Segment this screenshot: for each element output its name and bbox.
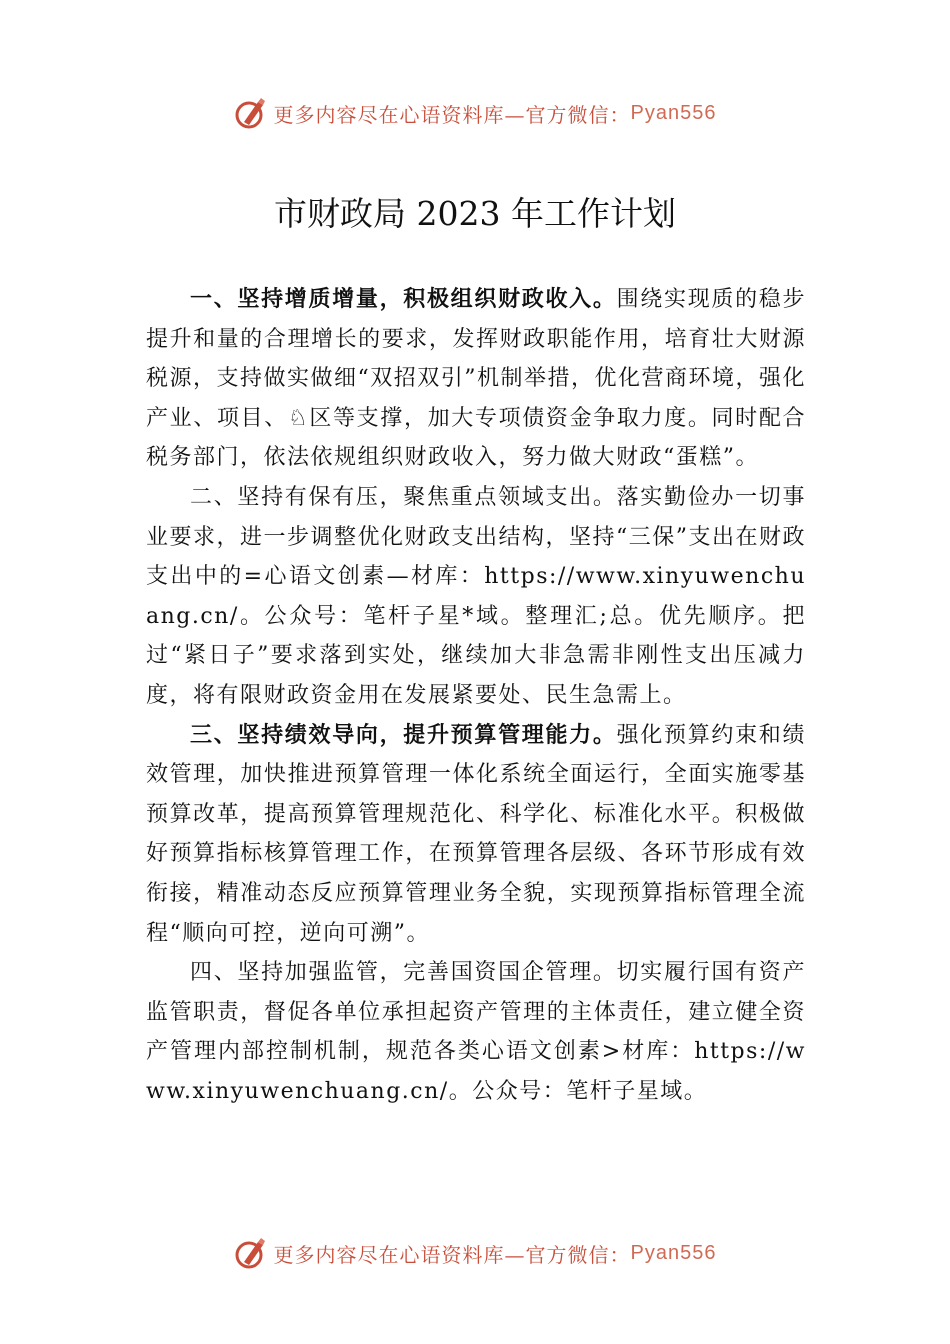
paragraph-3-lead: 三、坚持绩效导向，提升预算管理能力。	[190, 722, 617, 748]
paragraph-2	[146, 478, 806, 716]
header-banner	[0, 96, 950, 130]
document-title: 市财政局 2023 年工作计划	[274, 194, 676, 233]
banner-text: 更多内容尽在心语资料库—	[273, 1242, 526, 1267]
paragraph-3-body: 强化预算约束和绩效管理，加快推进预算管理一体化系统全面运行，全面实施零基预算改革，提高预算管理规范化、科学化、标准化水平。积极做好预算指标核算管理工作，在预算管理各层级、各环节形成有效衔接，精准动态反应预算管理业务全貌，实现预算指标管理全流程“顺向可控，逆向可溯”。	[146, 722, 806, 946]
paragraph-1-body: 围绕实现质的稳步提升和量的合理增长的要求，发挥财政职能作用，培育壮大财源税源，支持做实做细“双招双引”机制举措，优化营商环境，强化产业、项目、♘区等支撑，加大专项债资金争取力度。同时配合税务部门，依法依规组织财政收入，努力做大财政“蛋糕”。	[146, 287, 806, 471]
pen-logo-icon	[234, 1236, 268, 1270]
banner-wechat-id: Pyan556	[630, 101, 717, 124]
paragraph-3	[146, 716, 806, 954]
paragraph-2-body: 二、坚持有保有压，聚焦重点领域支出。落实勤俭办一切事业要求，进一步调整优化财政支出结构，坚持“三保”支出在财政支出中的=心语文创素—材库：https://www.xinyuwenchuang.cn/。公众号：笔杆子星*域。整理汇;总。优先顺序。把过“紧日子”要求落到实处，继续加大非急需非刚性支出压减力度，将有限财政资金用在发展紧要处、民生急需上。	[146, 484, 806, 708]
paragraph-1-lead: 一、坚持增质增量，积极组织财政收入。	[190, 287, 617, 312]
pen-logo-icon	[234, 96, 268, 130]
document-body	[146, 280, 806, 1111]
banner-wechat-id: Pyan556	[630, 1241, 717, 1264]
footer-banner	[0, 1236, 950, 1270]
paragraph-4-body: 四、坚持加强监管，完善国资国企管理。切实履行国有资产监管职责，督促各单位承担起资产管理的主体责任，建立健全资产管理内部控制机制，规范各类心语文创素>材库：https://www.xinyuwenchuang.cn/。公众号：笔杆子星域。	[146, 960, 806, 1104]
banner-wechat-label: 官方微信：	[525, 102, 631, 127]
paragraph-4	[146, 953, 806, 1111]
banner-text: 更多内容尽在心语资料库—	[273, 102, 526, 127]
paragraph-1	[146, 280, 806, 478]
banner-wechat-label: 官方微信：	[525, 1242, 631, 1267]
